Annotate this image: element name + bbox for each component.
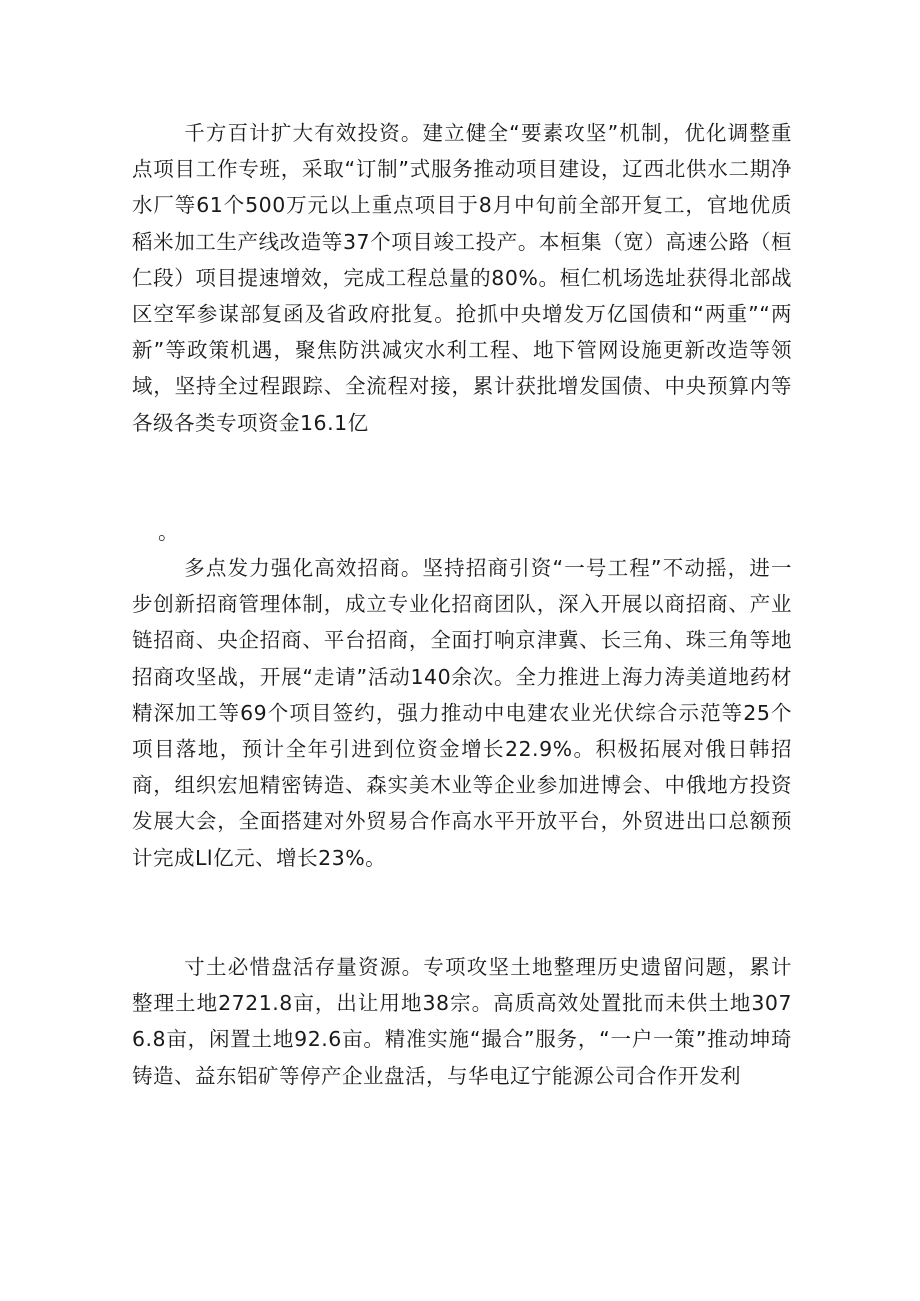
paragraph-investment: 千方百计扩大有效投资。建立健全“要素攻坚”机制，优化调整重点项目工作专班，采取“订制”式服务推动项目建设，辽西北供水二期净水厂等61个500万元以上重点项目于8月中旬前全部开复工，官地优质稻米加工生产线改造等37个项目竣工投产。本桓集（宽）高速公路（桓仁段）项目提速增效，完成工程总量的80%。桓仁机场选址获得北部战区空军参谋部复函及省政府批复。抢抓中央增发万亿国债和“两重”“两新”等政策机遇，聚焦防洪减灾水利工程、地下管网设施更新改造等领域，坚持全过程跟踪、全流程对接，累计获批增发国债、中央预算内等各级各类专项资金16.1亿 [132,121,792,435]
paragraph-investment-tail: 。 [158,520,179,544]
paragraph-investment-attraction: 多点发力强化高效招商。坚持招商引资“一号工程”不动摇，进一步创新招商管理体制，成立专业化招商团队，深入开展以商招商、产业链招商、央企招商、平台招商，全面打响京津冀、长三角、珠三角等地招商攻坚战，开展“走请”活动140余次。全力推进上海力涛美道地药材精深加工等69个项目签约，强力推动中电建农业光伏综合示范等25个项目落地，预计全年引进到位资金增长22.9%。积极拓展对俄日韩招商，组织宏旭精密铸造、森实美木业等企业参加进博会、中俄地方投资发展大会，全面搭建对外贸易合作高水平开放平台，外贸进出口总额预计完成Ll亿元、增长23%。 [132,556,792,870]
paragraph-land-resources: 寸土必惜盘活存量资源。专项攻坚土地整理历史遗留问题，累计整理土地2721.8亩，出让用地38宗。高质高效处置批而未供土地3076.8亩，闲置土地92.6亩。精准实施“撮合”服务，“一户一策”推动坤琦铸造、益东铝矿等停产企业盘活，与华电辽宁能源公司合作开发利 [132,955,792,1088]
